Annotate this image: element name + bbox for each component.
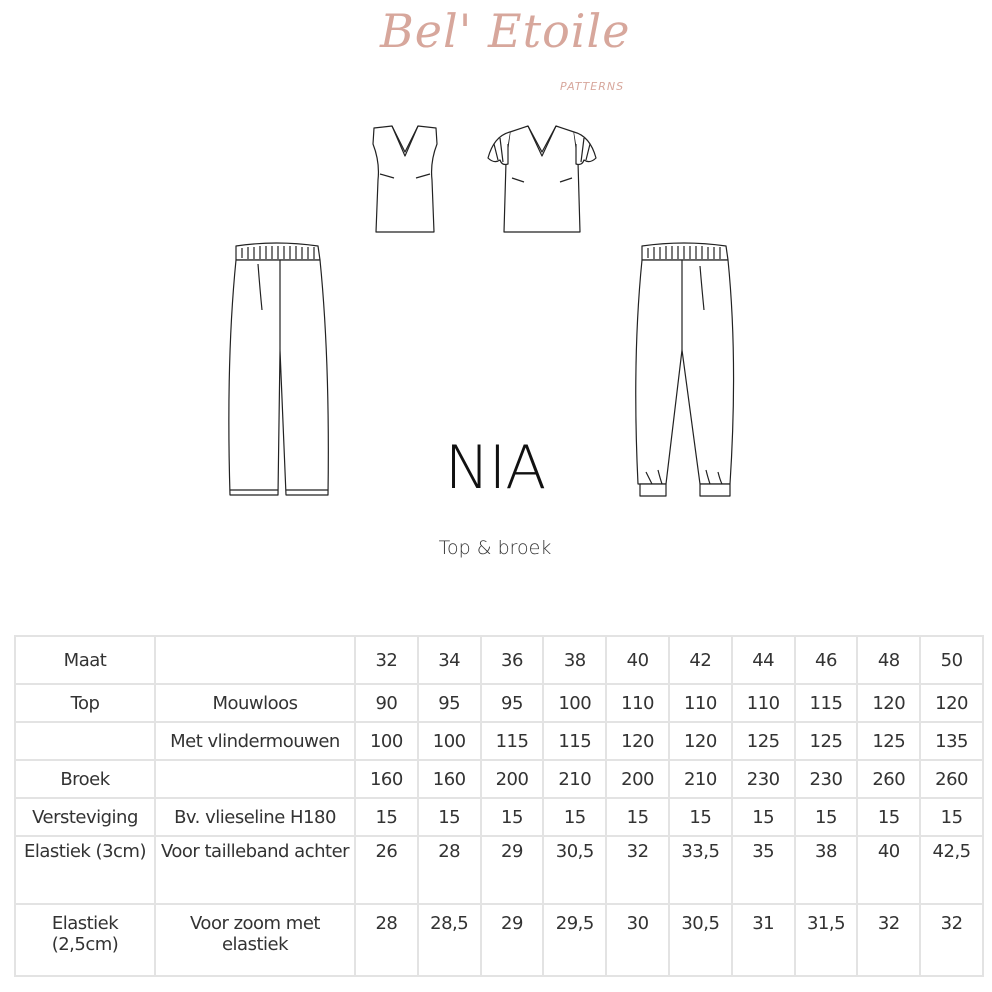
- brand-subtitle: PATTERNS: [560, 80, 625, 93]
- size-cell: 38: [543, 636, 606, 684]
- table-row: [15, 684, 983, 722]
- value-cell: 29,5: [543, 904, 606, 976]
- value-cell: 100: [543, 684, 606, 722]
- brand-logo: [370, 2, 640, 98]
- value-cell: 29: [481, 904, 544, 976]
- value-cell: 32: [857, 904, 920, 976]
- row-label: Top: [15, 684, 155, 722]
- value-cell: 100: [418, 722, 481, 760]
- value-cell: 15: [481, 798, 544, 836]
- value-cell: 35: [732, 836, 795, 904]
- size-cell: 48: [857, 636, 920, 684]
- value-cell: 15: [543, 798, 606, 836]
- value-cell: 110: [606, 684, 669, 722]
- value-cell: 110: [732, 684, 795, 722]
- value-cell: 32: [920, 904, 983, 976]
- row-sublabel: Voor zoom met elastiek: [155, 904, 355, 976]
- value-cell: 115: [795, 684, 858, 722]
- value-cell: 260: [920, 760, 983, 798]
- row-sublabel: [155, 760, 355, 798]
- value-cell: 28: [355, 904, 418, 976]
- value-cell: 15: [920, 798, 983, 836]
- table-row: [15, 798, 983, 836]
- value-cell: 15: [418, 798, 481, 836]
- value-cell: 38: [795, 836, 858, 904]
- value-cell: 26: [355, 836, 418, 904]
- value-cell: 230: [795, 760, 858, 798]
- size-cell: 46: [795, 636, 858, 684]
- value-cell: 160: [418, 760, 481, 798]
- value-cell: 260: [857, 760, 920, 798]
- value-cell: 30,5: [543, 836, 606, 904]
- flutter-sleeve-top-sketch: [484, 122, 600, 237]
- size-cell: 50: [920, 636, 983, 684]
- value-cell: 15: [355, 798, 418, 836]
- value-cell: 120: [669, 722, 732, 760]
- value-cell: 125: [857, 722, 920, 760]
- row-sublabel: Bv. vlieseline H180: [155, 798, 355, 836]
- value-cell: 15: [857, 798, 920, 836]
- value-cell: 15: [795, 798, 858, 836]
- size-cell: 42: [669, 636, 732, 684]
- value-cell: 115: [481, 722, 544, 760]
- value-cell: 200: [606, 760, 669, 798]
- value-cell: 210: [669, 760, 732, 798]
- page-subtitle: Top & broek: [438, 537, 552, 559]
- value-cell: 40: [857, 836, 920, 904]
- value-cell: 33,5: [669, 836, 732, 904]
- row-label: Broek: [15, 760, 155, 798]
- value-cell: 115: [543, 722, 606, 760]
- value-cell: 15: [606, 798, 669, 836]
- value-cell: 120: [606, 722, 669, 760]
- sleeveless-top-sketch: [360, 122, 450, 237]
- value-cell: 30: [606, 904, 669, 976]
- value-cell: 120: [857, 684, 920, 722]
- value-cell: 42,5: [920, 836, 983, 904]
- value-cell: 95: [418, 684, 481, 722]
- row-label: Versteviging: [15, 798, 155, 836]
- value-cell: 32: [606, 836, 669, 904]
- row-label: [15, 722, 155, 760]
- value-cell: 120: [920, 684, 983, 722]
- table-row: [15, 904, 983, 976]
- value-cell: 90: [355, 684, 418, 722]
- value-cell: 200: [481, 760, 544, 798]
- value-cell: 110: [669, 684, 732, 722]
- value-cell: 125: [795, 722, 858, 760]
- value-cell: 210: [543, 760, 606, 798]
- size-cell: 40: [606, 636, 669, 684]
- value-cell: 135: [920, 722, 983, 760]
- value-cell: 28,5: [418, 904, 481, 976]
- row-label: Elastiek (2,5cm): [15, 904, 155, 976]
- value-cell: 28: [418, 836, 481, 904]
- size-cell: 44: [732, 636, 795, 684]
- brand-name: Bel' Etoile: [380, 4, 631, 58]
- value-cell: 30,5: [669, 904, 732, 976]
- value-cell: 31,5: [795, 904, 858, 976]
- page-title: NIA: [444, 433, 546, 503]
- row-label: Elastiek (3cm): [15, 836, 155, 904]
- row-sublabel: Met vlindermouwen: [155, 722, 355, 760]
- value-cell: 29: [481, 836, 544, 904]
- header-label: Maat: [15, 636, 155, 684]
- table-row: [15, 836, 983, 904]
- wide-trousers-sketch: [222, 240, 334, 502]
- jogger-trousers-sketch: [630, 240, 740, 502]
- table-row: [15, 760, 983, 798]
- value-cell: 100: [355, 722, 418, 760]
- table-header-row: [15, 636, 983, 684]
- size-cell: 36: [481, 636, 544, 684]
- row-sublabel: Voor tailleband achter: [155, 836, 355, 904]
- size-table: [14, 635, 984, 977]
- header-empty: [155, 636, 355, 684]
- value-cell: 230: [732, 760, 795, 798]
- value-cell: 15: [732, 798, 795, 836]
- row-sublabel: Mouwloos: [155, 684, 355, 722]
- value-cell: 31: [732, 904, 795, 976]
- value-cell: 125: [732, 722, 795, 760]
- size-cell: 34: [418, 636, 481, 684]
- size-cell: 32: [355, 636, 418, 684]
- value-cell: 160: [355, 760, 418, 798]
- table-row: [15, 722, 983, 760]
- value-cell: 15: [669, 798, 732, 836]
- value-cell: 95: [481, 684, 544, 722]
